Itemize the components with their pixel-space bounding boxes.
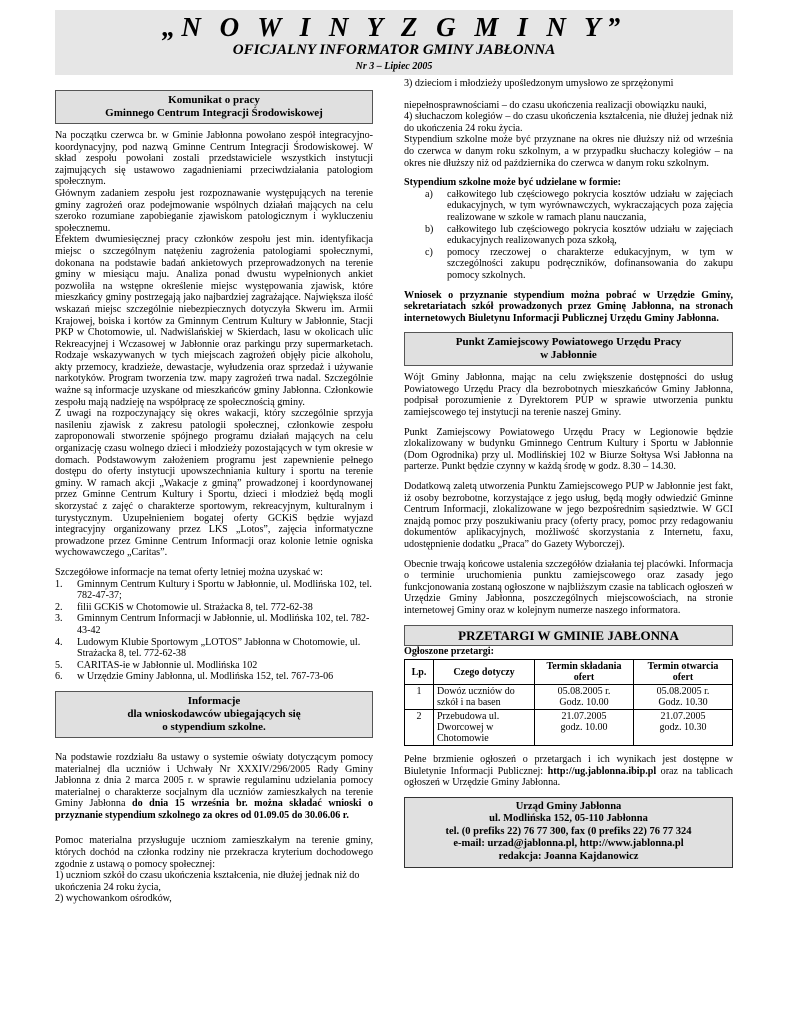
tenders-table: [404, 659, 733, 746]
komunikat-paragraph: Głównym zadaniem zespołu jest rozpoznawanie występujących na terenie gminy zagrożeń oraz podejmowanie wspólnych działań mających na celu szeroko rozumiane zapobieganie zjawiskom patologicznym i wykluczeniu społecznemu.: [55, 187, 373, 234]
column-header: Termin składania ofert: [535, 660, 634, 685]
stypendium-paragraph: Na podstawie rozdziału 8a ustawy o systemie oświaty dotyczącym pomocy materialnej dla uczniów i Uchwały Nr XXXIV/296/2005 Rady Gminy Jabłonna z dnia 2 marca 2005 r. w sprawie regulaminu udzielania pomocy materialnej o charakterze socjalnym dla uczniów zamieszkałych na terenie Gminy Jabłonna do dnia 15 września br. można składać wnioski o przyznanie stypendium szkolnego za okres od 01.09.05 do 30.06.06 r.: [55, 751, 373, 821]
table-row: 1 Dowóz uczniów do szkół i na basen 05.08.2005 r. Godz. 10.00 05.08.2005 r. Godz. 10.30: [405, 685, 733, 710]
komunikat-info-intro: Szczegółowe informacje na temat oferty letniej można uzyskać w:: [55, 566, 323, 578]
list-item: 2. filii GCKiS w Chotomowie ul. Strażacka 8, tel. 772-62-38: [55, 601, 313, 613]
forms-list: [404, 189, 733, 282]
left-column: [55, 78, 373, 905]
office-email-web[interactable]: e-mail: urzad@jablonna.pl, http://www.jablonna.pl: [453, 838, 684, 850]
bip-link[interactable]: http://ug.jablonna.ibip.pl: [547, 765, 657, 777]
table-row: 2 Przebudowa ul. Dworcowej w Chotomowie 21.07.2005 godz. 10.00 21.07.2005 godz. 10.30: [405, 710, 733, 746]
continued-list-item: 4) słuchaczom kolegiów – do czasu ukończenia kształcenia, nie dłużej jednak niż do ukończenia 24 roku życia.: [404, 111, 733, 134]
stypendium-period: Stypendium szkolne może być przyznane na okres nie dłuższy niż od września do czerwca w danym roku szkolnym, a w przypadku słuchaczy kolegiów – na okres nie dłuższy niż od października do czerwca w danym roku szkolnym.: [404, 134, 733, 169]
list-item: 5. CARITAS-ie w Jabłonnie ul. Modlińska 102: [55, 659, 258, 671]
office-address: ul. Modlińska 152, 05-110 Jabłonna: [489, 813, 648, 825]
komunikat-paragraph: Efektem dwumiesięcznej pracy członków zespołu jest min. identyfikacja miejsc o szczególnym natężeniu zagrożenia patologiami społecznymi, dokonana na podstawie badań ankietowych przeprowadzonych na terenie gminy w miesiącu maju. Analiza ponad dwustu wypełnionych ankiet pozwoliła na wstępne określenie miejsc występowania zjawisk, które mieszkańcy gminy postrzegają jako najbardziej zagrażające. Największa ilość wskazań miejsc szczególnie niebezpiecznych dotyczyła Skweru im. Armii Krajowej, boiska i kortów za Gminnym Centrum Kultury w Jabłonnie, Stacji PKP w Chotomowie, ul. Nadwiślańskiej w Skierdach, lasu w okolicach ulic Rekreacyjnej i Wczasowej w Jabłonnie oraz parkingu przy supermarketach. Rodzaje wskazywanych w tych miejscach zagrożeń objęły picie alkoholu, akty przemocy, kradzieże, dewastacje, wyłudzenia oraz sprzedaż i używanie narkotyków. Program tworzenia tzw. mapy zagrożeń trwa nadal. Szczególnie ważne są informacje uzyskane od mieszkańców gminy Jabłonna. Członkowie zespołu mają nadzieję na współpracę ze społecznością gminy.: [55, 234, 373, 408]
komunikat-paragraph: Z uwagi na rozpoczynający się okres wakacji, który szczególnie sprzyja nasileniu zjawisk z zakresu patologii społecznej, członkowie zespołu zaproponowali stworzenie spójnego programu działań mających na celu organizację czasu wolnego dzieci i młodzieży pozostających w tym okresie w domach. Podstawowym założeniem programu jest zapewnienie pełnego dostępu do oferty instytucji upowszechniania kultury i sportu na terenie gminy. W ramach akcji „Wakacje z gminą” prowadzonej i koordynowanej przez Gminne Centrum Kultury i Sportu, dzieci i młodzież będą mogli skorzystać z zajęć o charakterze sportowym, rekreacyjnym, kulturalnym i turystycznym. Uzupełnieniem bogatej oferty GCKiS będzie wyjazd integracyjny organizowany przez LKS „Lotos”, zajęcia informatyczne prowadzone przez Gminne Centrum Informacji oraz kolonie letnie ogniska wychowawczego „Caritas”.: [55, 408, 373, 559]
contact-box: [404, 797, 733, 869]
column-header: Termin otwarcia ofert: [634, 660, 733, 685]
komunikat-heading: Komunikat o pracy Gminnego Centrum Integracji Środowiskowej: [55, 90, 373, 124]
right-column: [404, 78, 733, 868]
pup-paragraph: Dodatkową zaletą utworzenia Punktu Zamiejscowego PUP w Jabłonnie jest fakt, iż osoby bezrobotne, korzystające z jego usług, będą mogły odwiedzić Gminne Centrum Informacji, zlokalizowane w jego bezpośrednim sąsiedztwie. W GCI znajdą pomoc przy poszukiwaniu pracy (oferty pracy, pomoc przy redagowaniu dokumentów aplikacyjnych, możliwość skorzystania z Internetu, faxu, udostępnienie dodatku „Praca” do Gazety Wyborczej).: [404, 481, 733, 550]
stypendium-heading: Informacje dla wnioskodawców ubiegających się o stypendium szkolne.: [55, 691, 373, 738]
list-item: c) pomocy rzeczowej o charakterze edukacyjnym, w tym w szczególności zakupu podręczników, dofinansowania do zakupu pomocy szkolnych.: [425, 246, 733, 281]
newsletter-title: „N O W I N Y Z G M I N Y”: [161, 12, 627, 42]
pup-paragraph: Punkt Zamiejscowy Powiatowego Urzędu Pracy w Legionowie będzie zlokalizowany w budynku Gminnego Centrum Kultury i Sportu w Jabłonnie (Dom Ogrodnika) przy ul. Modlińskiej 102 w Biurze Sołtysa Wsi Jabłonna na parterze. Punkt będzie czynny w każdą środę w godz. 8.30 – 14.30.: [404, 426, 733, 473]
list-item: 1. Gminnym Centrum Kultury i Sportu w Jabłonnie, ul. Modlińska 102, tel. 782-47-37;: [55, 578, 372, 602]
forms-heading: Stypendium szkolne może być udzielane w formie:: [404, 177, 622, 189]
pup-heading: Punkt Zamiejscowy Powiatowego Urzędu Pracy w Jabłonnie: [404, 332, 733, 366]
issue-number: Nr 3 – Lipiec 2005: [355, 61, 433, 72]
pup-paragraph: Wójt Gminy Jabłonna, mając na celu zwiększenie dostępności do usług Powiatowego Urzędu Pracy dla bezrobotnych mieszkańców Gminy Jabłonna, podpisał porozumienie z Dyrektorem PUP w sprawie utworzenia punktu zamiejscowego tej instytucji na terenie naszej Gminy.: [404, 372, 733, 419]
list-item: b) całkowitego lub częściowego pokrycia kosztów udziału w zajęciach edukacyjnych realizowanych poza szkołą,: [425, 223, 733, 247]
przetargi-heading: PRZETARGI W GMINIE JABŁONNA: [404, 625, 733, 646]
stypendium-paragraph: Pomoc materialna przysługuje uczniom zamieszkałym na terenie gminy, których dochód na członka rodziny nie przekracza kryterium dochodowego zgodnie z ustawą o pomocy społecznej:: [55, 835, 373, 870]
column-header: Czego dotyczy: [434, 660, 535, 685]
wniosek-notice: Wniosek o przyznanie stypendium można pobrać w Urzędzie Gminy, sekretariatach szkół prowadzonych przez Gminę Jabłonna, na stronach internetowych Biuletynu Informacji Publicznej Urzędu Gminy Jabłonna.: [404, 289, 733, 324]
komunikat-paragraph: Na początku czerwca br. w Gminie Jabłonna powołano zespół integracyjno-koordynacyjny, pod nazwą Gminne Centrum Integracji Środowiskowej. W skład zespołu powołani zostali przedstawiciele wszystkich instytucji zajmujących się ustawowo zagadnieniami przeciwdziałania patologiom społecznym.: [55, 130, 373, 188]
continued-list-item: 3) dzieciom i młodzieży upośledzonym umysłowo ze sprzężonymi: [404, 78, 674, 89]
stypendium-list-item: 1) uczniom szkół do czasu ukończenia kształcenia, nie dłużej jednak niż do ukończenia 24 roku życia,: [55, 870, 360, 893]
list-item: 3. Gminnym Centrum Informacji w Jabłonnie, ul. Modlińska 102, tel. 782-43-42: [55, 613, 370, 636]
newsletter-subtitle: OFICJALNY INFORMATOR GMINY JABŁONNA: [232, 42, 556, 58]
przetargi-announced: Ogłoszone przetargi:: [404, 645, 494, 657]
column-header: Lp.: [405, 660, 434, 685]
contact-list: [55, 579, 373, 683]
office-name: Urząd Gminy Jabłonna: [515, 800, 622, 812]
office-phone: tel. (0 prefiks 22) 76 77 300, fax (0 prefiks 22) 76 77 324: [445, 825, 692, 837]
list-item: 4. Ludowym Klubie Sportowym „LOTOS” Jabłonna w Chotomowie, ul. Strażacka 8, tel. 772-62-38: [55, 636, 361, 660]
table-header-row: [405, 660, 733, 685]
list-item: a) całkowitego lub częściowego pokrycia kosztów udziału w zajęciach edukacyjnych, w tym wyrównawczych, wykraczających poza zajęcia realizowane w szkole w ramach planu nauczania,: [425, 188, 733, 223]
continued-list-item: niepełnosprawnościami – do czasu ukończenia realizacji obowiązku nauki,: [404, 99, 707, 111]
przetargi-note: Pełne brzmienie ogłoszeń o przetargach i ich wynikach jest dostępne w Biuletynie Informacji Publicznej: http://ug.jablonna.ibip.pl oraz na tablicach ogłoszeń w Urzędzie Gminy Jabłonna.: [404, 754, 733, 789]
pup-paragraph: Obecnie trwają końcowe ustalenia szczegółów działania tej placówki. Informacja o terminie uruchomienia punktu zamiejscowego oraz zasady jego funkcjonowania zostaną ogłoszone w najbliższym czasie na tablicach ogłoszeń w Urzędzie Gminy Jabłonna, poszczególnych miejscowościach, na stronie internetowej Gminy oraz w kolejnym numerze naszego informatora.: [404, 558, 733, 616]
stypendium-list-item: 2) wychowankom ośrodków,: [55, 893, 172, 905]
list-item: 6. w Urzędzie Gminy Jabłonna, ul. Modlińska 152, tel. 767-73-06: [55, 671, 334, 683]
editor: redakcja: Joanna Kajdanowicz: [498, 850, 639, 862]
masthead: [55, 10, 733, 75]
